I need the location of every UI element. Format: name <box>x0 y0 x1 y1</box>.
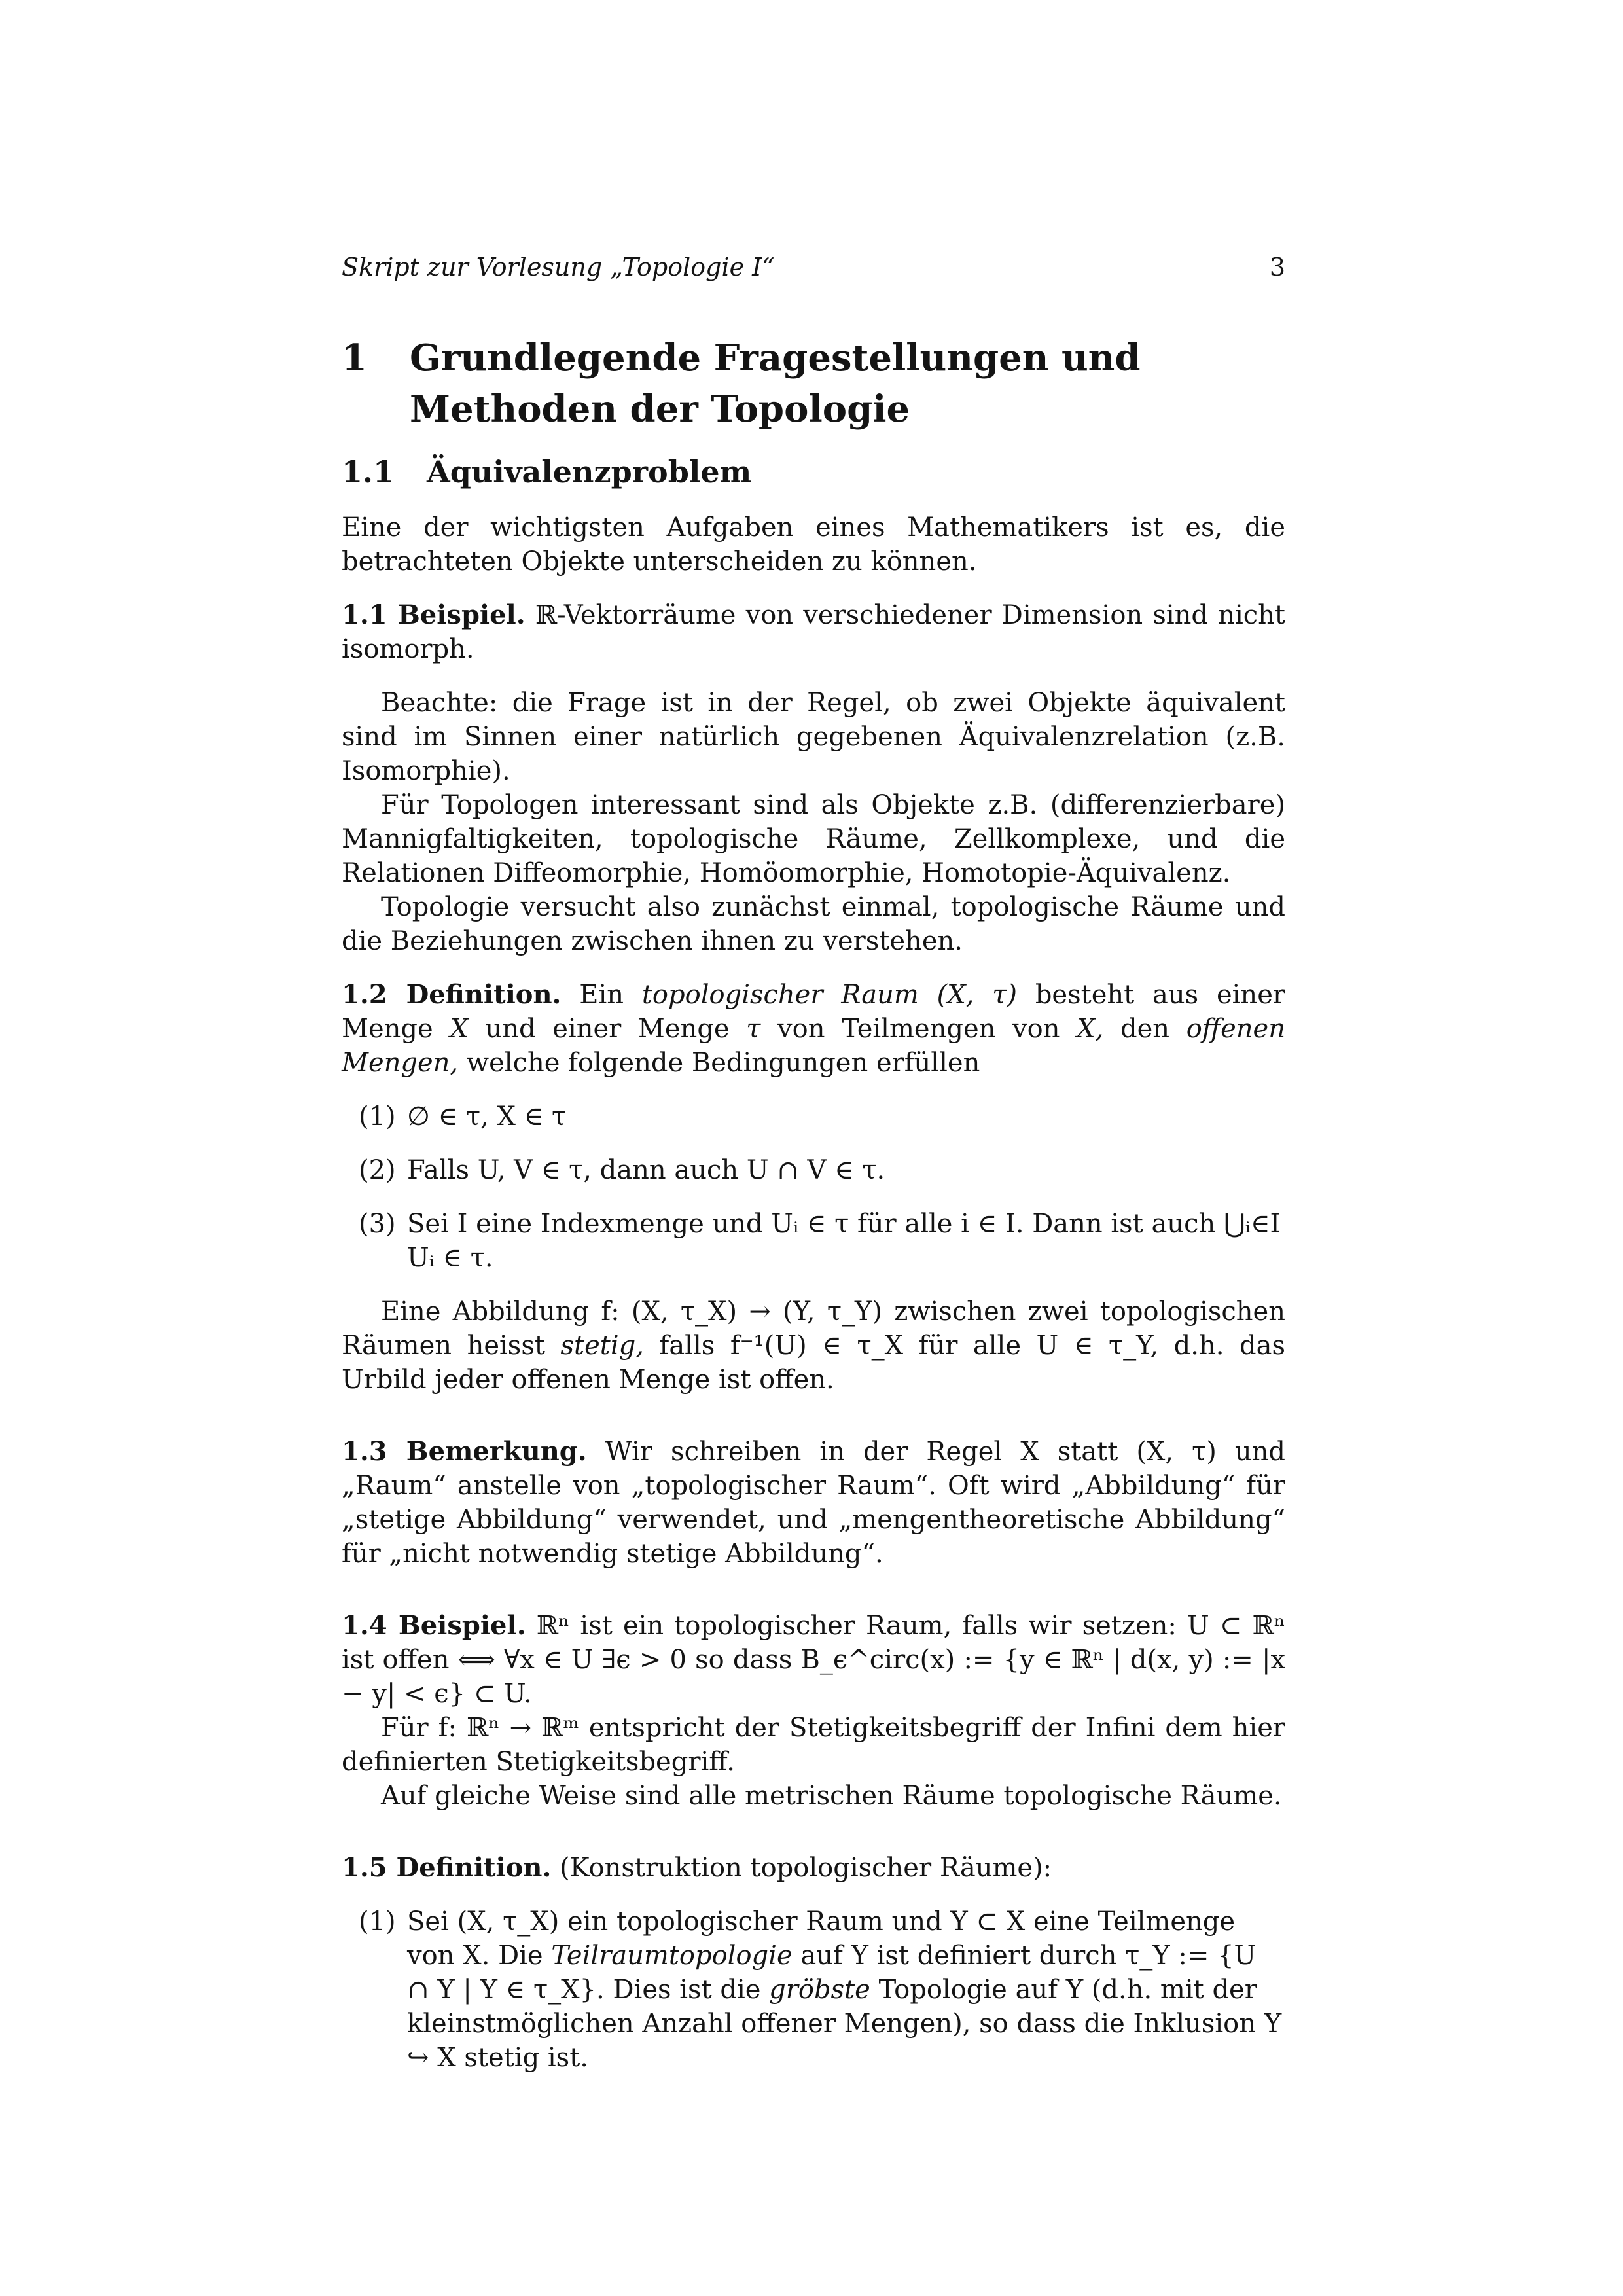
subsection-title: Äquivalenzproblem <box>427 454 752 490</box>
example-1-4: 1.4 Beispiel. ℝⁿ ist ein topologischer Raum, falls wir setzen: U ⊂ ℝⁿ ist offen ⟺ ∀x ∈ U ∃ϵ > 0 so dass B_ϵ^circ(x) := {y ∈ ℝⁿ | d(x, y) := |x − y| < ϵ} ⊂ U. <box>342 1610 1285 1709</box>
example-1-4-paragraph-3: Auf gleiche Weise sind alle metrischen Räume topologische Räume. <box>381 1781 1282 1811</box>
section-number: 1 <box>342 336 367 380</box>
continuity-paragraph: Eine Abbildung f: (X, τ_X) → (Y, τ_Y) zwischen zwei topologischen Räumen heisst stetig, falls f⁻¹(U) ∈ τ_X für alle U ∈ τ_Y, d.h. das Urbild jeder offenen Menge ist offen. <box>342 1297 1285 1395</box>
remark-paragraph-3: Topologie versucht also zunächst einmal, topologische Räume und die Beziehungen zwischen ihnen zu verstehen. <box>342 892 1285 956</box>
definition-item: (3) Sei I eine Indexmenge und Uᵢ ∈ τ für alle i ∈ I. Dann ist auch ⋃ᵢ∈I Uᵢ ∈ τ. <box>359 1209 1281 1273</box>
subsection-number: 1.1 <box>342 454 395 490</box>
remark-paragraph-2: Für Topologen interessant sind als Objekte z.B. (differenzierbare) Mannigfaltigkeiten, topologische Räume, Zellkomplexe, und die Relationen Diffeomorphie, Homöomorphie, Homotopie-Äquivalenz. <box>342 790 1285 888</box>
definition-1-2: 1.2 Definition. Ein topologischer Raum (X, τ) besteht aus einer Menge X und einer Menge τ von Teilmengen von X, den offenen Mengen, welche folgende Bedingungen erfüllen <box>342 979 1285 1078</box>
definition-item: (1) ∅ ∈ τ, X ∈ τ <box>359 1102 567 1132</box>
definition-1-2-label: 1.2 Definition. <box>342 979 562 1010</box>
definition-1-5-item-1: (1) Sei (X, τ_X) ein topologischer Raum und Y ⊂ X eine Teilmenge von X. Die Teilraumtopologie auf Y ist definiert durch τ_Y := {U ∩ Y | Y ∈ τ_X}. Dies ist die gröbste Topologie auf Y (d.h. mit der kleinstmöglichen Anzahl offener Mengen), so dass die Inklusion Y ↪ X stetig ist. <box>359 1907 1282 2073</box>
remark-1-3-label: 1.3 Bemerkung. <box>342 1436 587 1467</box>
example-1-1-label: 1.1 Beispiel. <box>342 600 526 630</box>
running-title: Skript zur Vorlesung „Topologie I“ <box>342 253 775 281</box>
example-1-4-label: 1.4 Beispiel. <box>342 1610 526 1641</box>
term-topological-space: topologischer Raum <box>641 980 919 1010</box>
term-subspace-topology: Teilraumtopologie <box>551 1941 793 1971</box>
example-1-1-text: ℝ-Vektorräume von verschiedener Dimension sind nicht isomorph. <box>342 600 1285 664</box>
definition-1-5-label: 1.5 Definition. <box>342 1852 552 1883</box>
term-open-sets: offenen Mengen, <box>342 1014 1285 1078</box>
intro-paragraph: Eine der wichtigsten Aufgaben eines Mathematikers ist es, die betrachteten Objekte unterscheiden zu können. <box>342 512 1285 577</box>
body-text <box>342 511 1285 2075</box>
term-coarsest: gröbste <box>769 1975 870 2005</box>
remark-1-3: 1.3 Bemerkung. Wir schreiben in der Regel X statt (X, τ) und „Raum“ anstelle von „topologischer Raum“. Oft wird „Abbildung“ für „stetige Abbildung“ verwendet, und „mengentheoretische Abbildung“ für „nicht notwendig stetige Abbildung“. <box>342 1436 1285 1569</box>
example-1-4-paragraph-2: Für f: ℝⁿ → ℝᵐ entspricht der Stetigkeitsbegriff der Infini dem hier definierten Stetigkeitsbegriff. <box>342 1713 1285 1777</box>
section-title: Grundlegende Fragestellungen und Methoden der Topologie <box>410 336 1141 431</box>
remark-paragraph-1: Beachte: die Frage ist in der Regel, ob zwei Objekte äquivalent sind im Sinnen einer natürlich gegebenen Äquivalenzrelation (z.B. Isomorphie). <box>342 688 1285 786</box>
example-1-1 <box>342 598 1285 666</box>
term-continuous: stetig, <box>560 1331 644 1361</box>
definition-item: (2) Falls U, V ∈ τ, dann auch U ∩ V ∈ τ. <box>359 1155 885 1185</box>
page-number: 3 <box>1269 253 1285 281</box>
definition-1-5: 1.5 Definition. (Konstruktion topologischer Räume): <box>342 1852 1052 1883</box>
